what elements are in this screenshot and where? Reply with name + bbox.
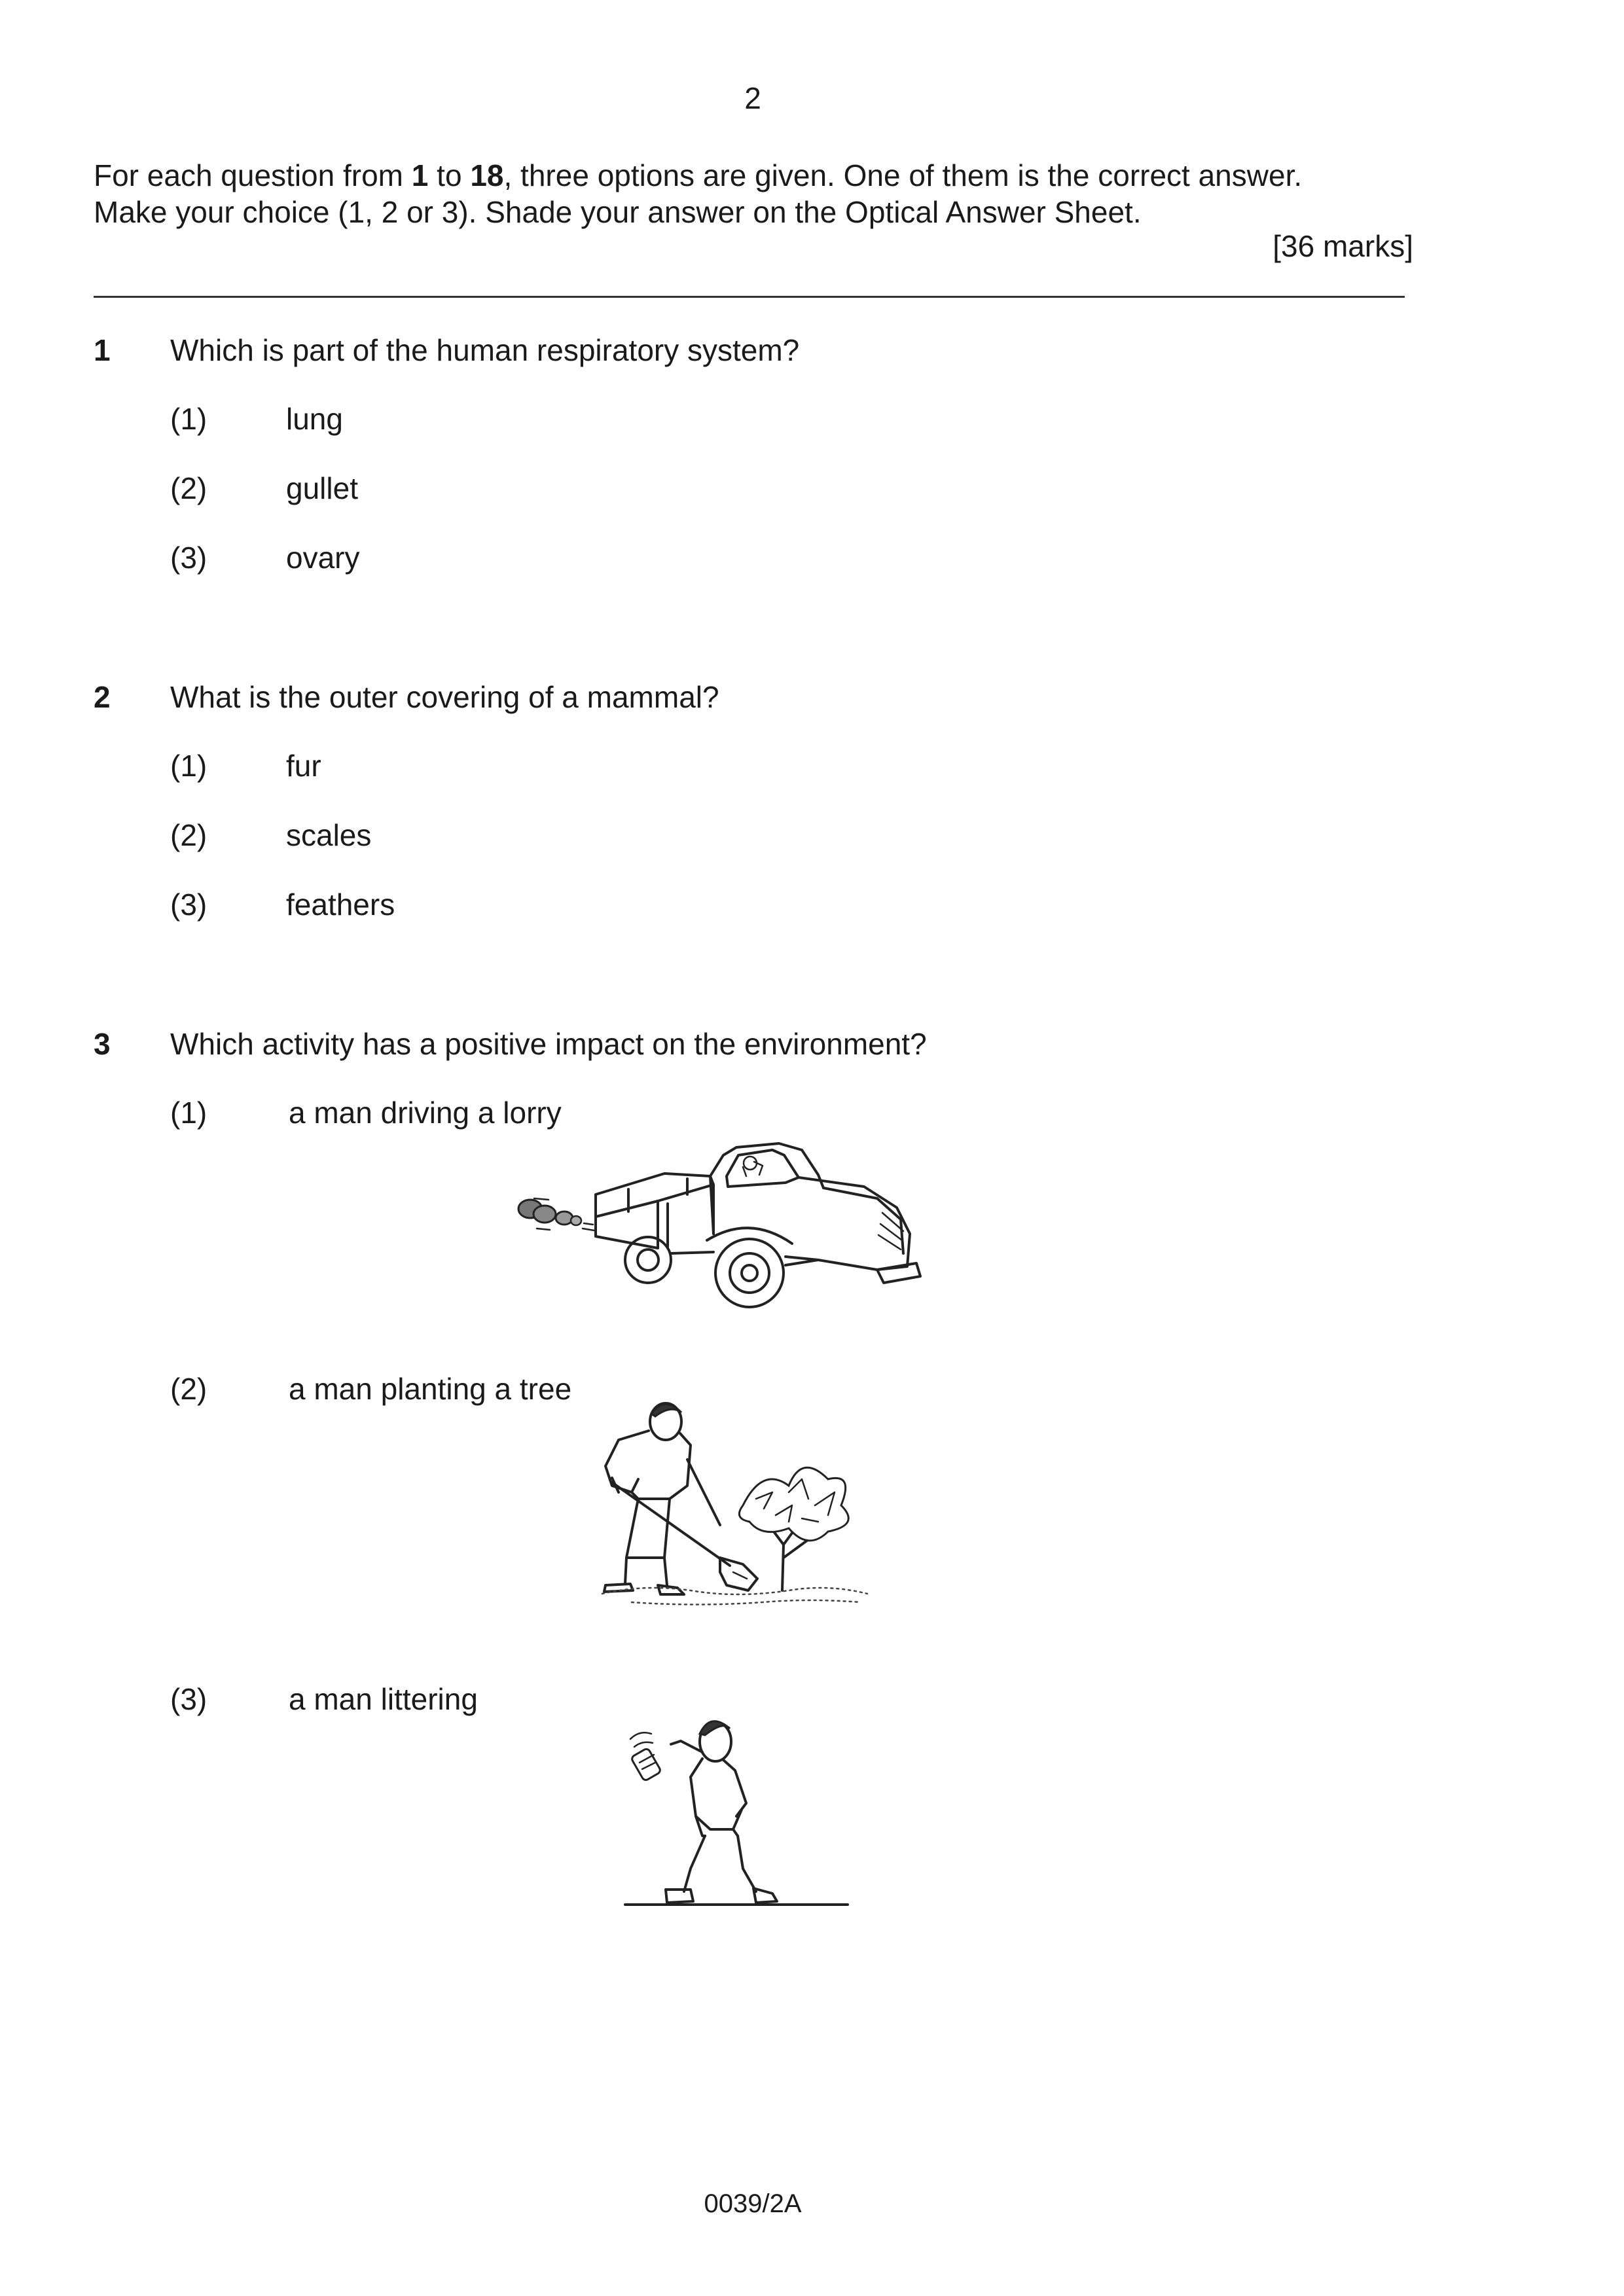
question-range-start: 1: [411, 158, 429, 192]
question-2-option-3-text: feathers: [286, 888, 395, 922]
question-3-option-2-number: (2): [170, 1372, 208, 1406]
question-1-option-2-text: gullet: [286, 471, 358, 505]
page-number: 2: [744, 81, 761, 115]
question-2-number: 2: [94, 680, 111, 714]
question-2-option-2-text: scales: [286, 818, 372, 852]
instructions-line-1: [94, 157, 1468, 194]
question-1-option-1-number: (1): [170, 402, 208, 436]
question-1-option-3-number: (3): [170, 541, 208, 575]
question-1-option-3-text: ovary: [286, 541, 360, 575]
question-3-option-3-text: a man littering: [289, 1682, 478, 1716]
lorry-illustration: [511, 1136, 936, 1325]
instructions-text: , three options are given. One of them is the correct answer.: [503, 158, 1303, 192]
paper-code: 0039/2A: [704, 2189, 802, 2218]
question-2-option-1-number: (1): [170, 749, 208, 783]
section-divider: [94, 296, 1405, 298]
question-3-option-2-text: a man planting a tree: [289, 1372, 572, 1406]
question-1-text: Which is part of the human respiratory system?: [170, 333, 800, 367]
question-3-number: 3: [94, 1027, 111, 1061]
question-3-option-1-number: (1): [170, 1096, 208, 1130]
instructions-text: to: [428, 158, 471, 192]
instructions-text: For each question from: [94, 158, 412, 192]
instructions: [94, 157, 1468, 230]
young-tree-icon: [739, 1467, 848, 1590]
planting-tree-illustration: [592, 1394, 874, 1604]
can-icon: [630, 1732, 661, 1781]
exhaust-smoke-icon: [518, 1198, 594, 1230]
question-1-option-1-text: lung: [286, 402, 343, 436]
question-3-option-1-text: a man driving a lorry: [289, 1096, 562, 1130]
man-digging-figure: [604, 1403, 720, 1594]
total-marks: [36 marks]: [1272, 229, 1413, 263]
littering-illustration: [625, 1705, 848, 1928]
question-3-option-3-number: (3): [170, 1682, 208, 1716]
question-1-option-2-number: (2): [170, 471, 208, 505]
question-2-text: What is the outer covering of a mammal?: [170, 680, 719, 714]
question-2-option-3-number: (3): [170, 888, 208, 922]
man-walking-figure: [666, 1721, 777, 1903]
question-1-number: 1: [94, 333, 111, 367]
question-2-option-1-text: fur: [286, 749, 321, 783]
question-2-option-2-number: (2): [170, 818, 208, 852]
question-range-end: 18: [470, 158, 504, 192]
instructions-line-2: Make your choice (1, 2 or 3). Shade your answer on the Optical Answer Sheet.: [94, 195, 1142, 229]
question-3-text: Which activity has a positive impact on the environment?: [170, 1027, 927, 1061]
spade-icon: [612, 1482, 757, 1590]
